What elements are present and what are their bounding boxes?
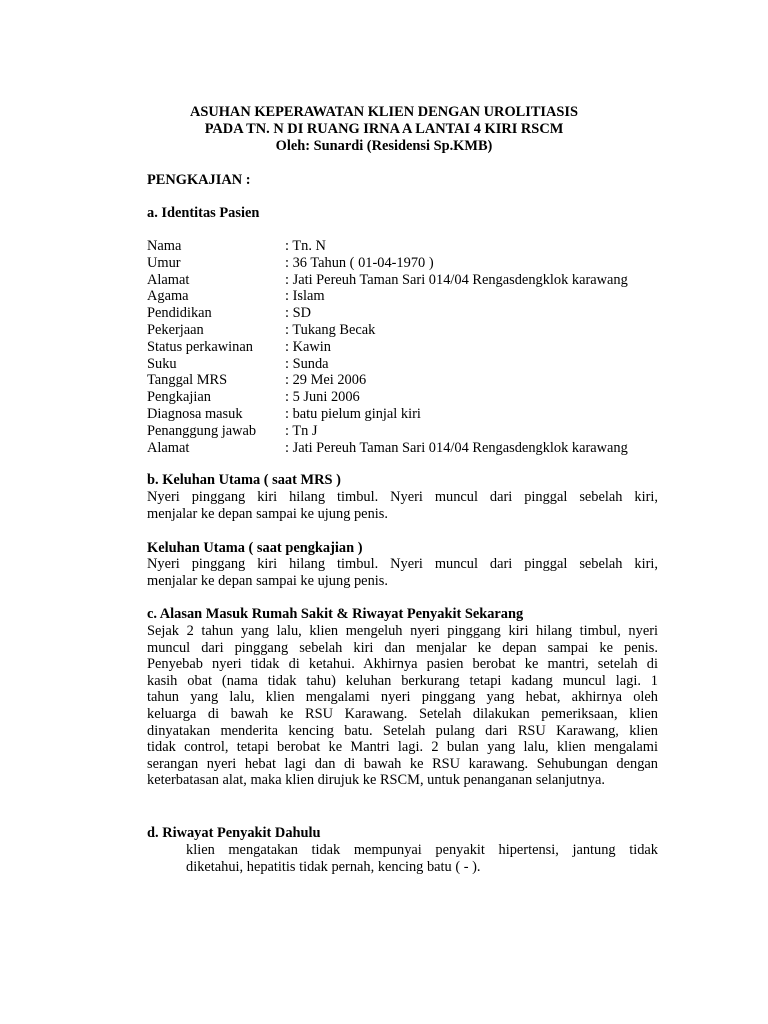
identity-label: Status perkawinan bbox=[147, 338, 253, 355]
identity-value: : 36 Tahun ( 01-04-1970 ) bbox=[285, 254, 434, 271]
identity-row bbox=[147, 238, 667, 255]
pengkajian-heading: PENGKAJIAN : bbox=[147, 172, 251, 188]
identity-row bbox=[147, 272, 667, 289]
identity-row bbox=[147, 440, 667, 457]
identitas-pasien-table bbox=[147, 238, 667, 456]
identity-label: Penanggung jawab bbox=[147, 422, 257, 439]
identity-value: : 5 Juni 2006 bbox=[285, 389, 360, 406]
keluhan-utama-pengkajian-text bbox=[147, 556, 658, 589]
document-author-line: Oleh: Sunardi (Residensi Sp.KMB) bbox=[275, 138, 493, 154]
keluhan-utama-pengkajian-heading: Keluhan Utama ( saat pengkajian ) bbox=[147, 540, 363, 556]
document-title-line-2: PADA TN. N DI RUANG IRNA A LANTAI 4 KIRI RSCM bbox=[204, 121, 564, 137]
identity-label: Suku bbox=[147, 355, 177, 372]
identity-label: Alamat bbox=[147, 439, 190, 456]
identity-value: : SD bbox=[285, 305, 311, 322]
identity-label: Pengkajian bbox=[147, 389, 211, 406]
identity-value: : Jati Pereuh Taman Sari 014/04 Rengasdengklok karawang bbox=[285, 439, 628, 456]
identity-value: : Tn. N bbox=[285, 238, 326, 254]
identity-label: Diagnosa masuk bbox=[147, 405, 243, 422]
identity-row bbox=[147, 406, 667, 423]
identity-row bbox=[147, 389, 667, 406]
paragraph-line: Sejak 2 tahun yang lalu, klien mengeluh nyeri pinggang kiri hilang timbul, nyeri bbox=[147, 623, 658, 639]
identity-value: : Jati Pereuh Taman Sari 014/04 Rengasdengklok karawang bbox=[285, 271, 628, 288]
identity-value: : 29 Mei 2006 bbox=[285, 372, 367, 389]
keluhan-utama-mrs-text bbox=[147, 489, 658, 522]
paragraph-line: muncul dari pinggang sebelah kiri dan menjalar ke depan sampai ke penis. bbox=[147, 639, 658, 656]
identity-row bbox=[147, 423, 667, 440]
identity-value: : Islam bbox=[285, 288, 325, 305]
identity-row bbox=[147, 305, 667, 322]
identity-label: Agama bbox=[147, 288, 189, 305]
identity-label: Tanggal MRS bbox=[147, 372, 228, 389]
identity-row bbox=[147, 288, 667, 305]
identity-row bbox=[147, 255, 667, 272]
identity-row bbox=[147, 322, 667, 339]
identity-value: : Sunda bbox=[285, 355, 329, 372]
identity-label: Pekerjaan bbox=[147, 321, 204, 338]
identity-label: Alamat bbox=[147, 271, 190, 288]
paragraph-line: Penyebab nyeri tidak di ketahui. Akhirnya pasien berobat ke mantri, setelah di bbox=[147, 656, 658, 673]
identitas-pasien-heading: a. Identitas Pasien bbox=[147, 205, 260, 221]
paragraph-line: menjalar ke depan sampai ke ujung penis. bbox=[147, 505, 388, 522]
alasan-masuk-text bbox=[147, 623, 658, 789]
paragraph-line: Nyeri pinggang kiri hilang timbul. Nyeri muncul dari pinggal sebelah kiri, bbox=[147, 556, 658, 572]
identity-row bbox=[147, 339, 667, 356]
paragraph-line: diketahui, hepatitis tidak pernah, kencing batu ( - ). bbox=[186, 858, 481, 875]
identity-label: Nama bbox=[147, 238, 182, 254]
paragraph-line: menjalar ke depan sampai ke ujung penis. bbox=[147, 572, 388, 589]
identity-value: : Tn J bbox=[285, 422, 318, 439]
identity-value: : Kawin bbox=[285, 338, 331, 355]
paragraph-line: tahun yang lalu, klien mengalami nyeri pinggang yang hebat, akhirnya oleh bbox=[147, 689, 658, 706]
paragraph-line: serangan nyeri hebat lagi dan di bawah ke RSU karawang. Sehubungan dengan bbox=[147, 755, 658, 772]
paragraph-line: tidak control, tetapi berobat ke Mantri lagi. 2 bulan yang lalu, klien mengalami bbox=[147, 739, 658, 756]
identity-row bbox=[147, 356, 667, 373]
riwayat-penyakit-dahulu-heading: d. Riwayat Penyakit Dahulu bbox=[147, 825, 321, 841]
paragraph-line: kasih obat (nama tidak tahu) keluhan berkurang tetapi kadang muncul lagi. 1 bbox=[147, 672, 658, 689]
identity-label: Umur bbox=[147, 254, 181, 271]
identity-value: : batu pielum ginjal kiri bbox=[285, 405, 421, 422]
alasan-masuk-heading: c. Alasan Masuk Rumah Sakit & Riwayat Penyakit Sekarang bbox=[147, 606, 524, 622]
document-title-line-1: ASUHAN KEPERAWATAN KLIEN DENGAN UROLITIASIS bbox=[189, 104, 579, 120]
identity-value: : Tukang Becak bbox=[285, 321, 376, 338]
paragraph-line: dinyatakan menderita kencing batu. Setelah pulang dari RSU Karawang, klien bbox=[147, 722, 658, 739]
paragraph-line: keluarga di bawah ke RSU Karawang. Setelah dilakukan pemeriksaan, klien bbox=[147, 705, 658, 722]
riwayat-penyakit-dahulu-text bbox=[186, 842, 658, 875]
paragraph-line: Nyeri pinggang kiri hilang timbul. Nyeri muncul dari pinggal sebelah kiri, bbox=[147, 489, 658, 505]
paragraph-line: keterbatasan alat, maka klien dirujuk ke RSCM, untuk penanganan selanjutnya. bbox=[147, 772, 605, 789]
paragraph-line: klien mengatakan tidak mempunyai penyakit hipertensi, jantung tidak bbox=[186, 842, 658, 858]
identity-row bbox=[147, 372, 667, 389]
identity-label: Pendidikan bbox=[147, 305, 212, 322]
keluhan-utama-mrs-heading: b. Keluhan Utama ( saat MRS ) bbox=[147, 472, 341, 488]
